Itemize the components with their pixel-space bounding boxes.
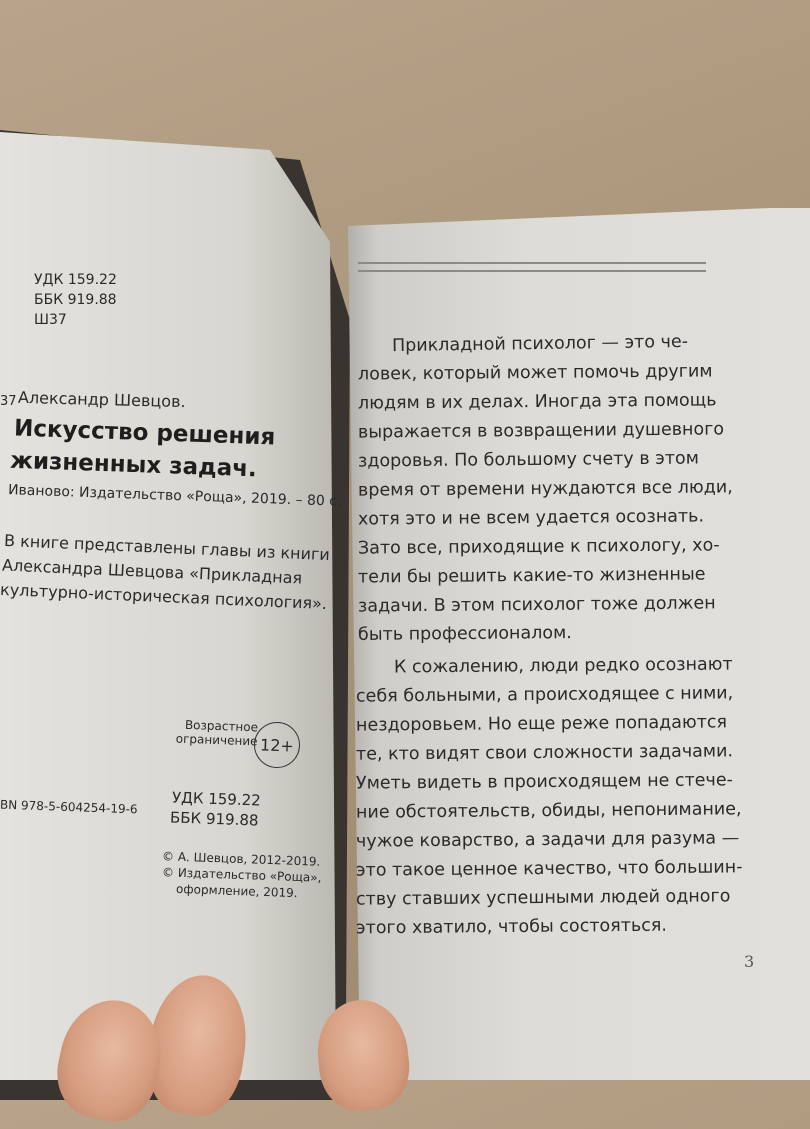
bbk-top: ББК 919.88 [34, 292, 117, 308]
text-line: задачи. В этом психолог тоже должен [357, 593, 716, 617]
header-rule-top [358, 262, 706, 264]
description-line3: культурно-историческая психология». [0, 579, 328, 614]
text-line: Уметь видеть в происходящем не стече- [355, 770, 734, 794]
header-rule-bottom [358, 270, 706, 272]
book-title-line2: жизненных задач. [9, 447, 258, 483]
copyright-line2: © Издательство «Роща», [161, 865, 322, 885]
text-line: этого хватило, чтобы состояться. [355, 915, 668, 939]
isbn: BN 978-5-604254-19-6 [0, 797, 138, 817]
text-line: тели бы решить какие-то жизненные [357, 564, 706, 588]
text-line: нездоровьем. Но еще реже попадаются [355, 712, 728, 736]
text-line: ловек, который может помочь другим [357, 361, 713, 385]
text-line: выражается в возвращении душевного [357, 419, 725, 443]
bbk-bottom: ББК 919.88 [169, 808, 259, 830]
text-line: людям в их делах. Иногда эта помощь [357, 390, 717, 414]
book-author: Александр Шевцов. [17, 387, 186, 412]
copyright-line1: © А. Шевцов, 2012-2019. [161, 849, 321, 869]
text-line: время от времени нуждаются все люди, [357, 477, 733, 501]
age-label-line1: Возрастное [184, 717, 259, 735]
age-rating-badge: 12+ [253, 721, 301, 769]
text-line: те, кто видят свои сложности задачами. [355, 741, 734, 765]
text-line: ние обстоятельств, обиды, непонимание, [355, 799, 742, 823]
udk-top: УДК 159.22 [34, 272, 117, 288]
age-label-line2: ограничение [175, 731, 258, 749]
catalog-code: Ш37 [34, 312, 67, 328]
text-line: ству ставших успешными людей одного [355, 886, 731, 910]
margin-mark: 37 [0, 394, 17, 409]
text-line: Зато все, приходящие к психологу, хо- [357, 535, 720, 559]
book-title-line1: Искусство решения [13, 415, 276, 451]
udk-bottom: УДК 159.22 [171, 788, 262, 810]
text-line: это такое ценное качество, что большин- [355, 857, 743, 881]
description-line2: Александра Шевцова «Прикладная [1, 555, 303, 588]
description-line1: В книге представлены главы из книги [3, 530, 331, 565]
text-line: Прикладной психолог — это че- [391, 331, 689, 357]
text-line: здоровья. По большому счету в этом [357, 448, 699, 472]
text-line: быть профессионалом. [357, 623, 572, 645]
text-line: чужое коварство, а задачи для разума — [355, 828, 740, 852]
text-line: хотя это и не всем удается осознать. [357, 506, 705, 530]
text-line: себя больными, а происходящее с ними, [355, 683, 734, 707]
page-number: 3 [744, 952, 755, 971]
text-line: К сожалению, люди редко осознают [393, 654, 733, 678]
publisher-line: Иваново: Издательство «Роща», 2019. – 80 с. [7, 482, 342, 510]
copyright-line3: оформление, 2019. [175, 881, 298, 901]
age-label [176, 719, 259, 749]
